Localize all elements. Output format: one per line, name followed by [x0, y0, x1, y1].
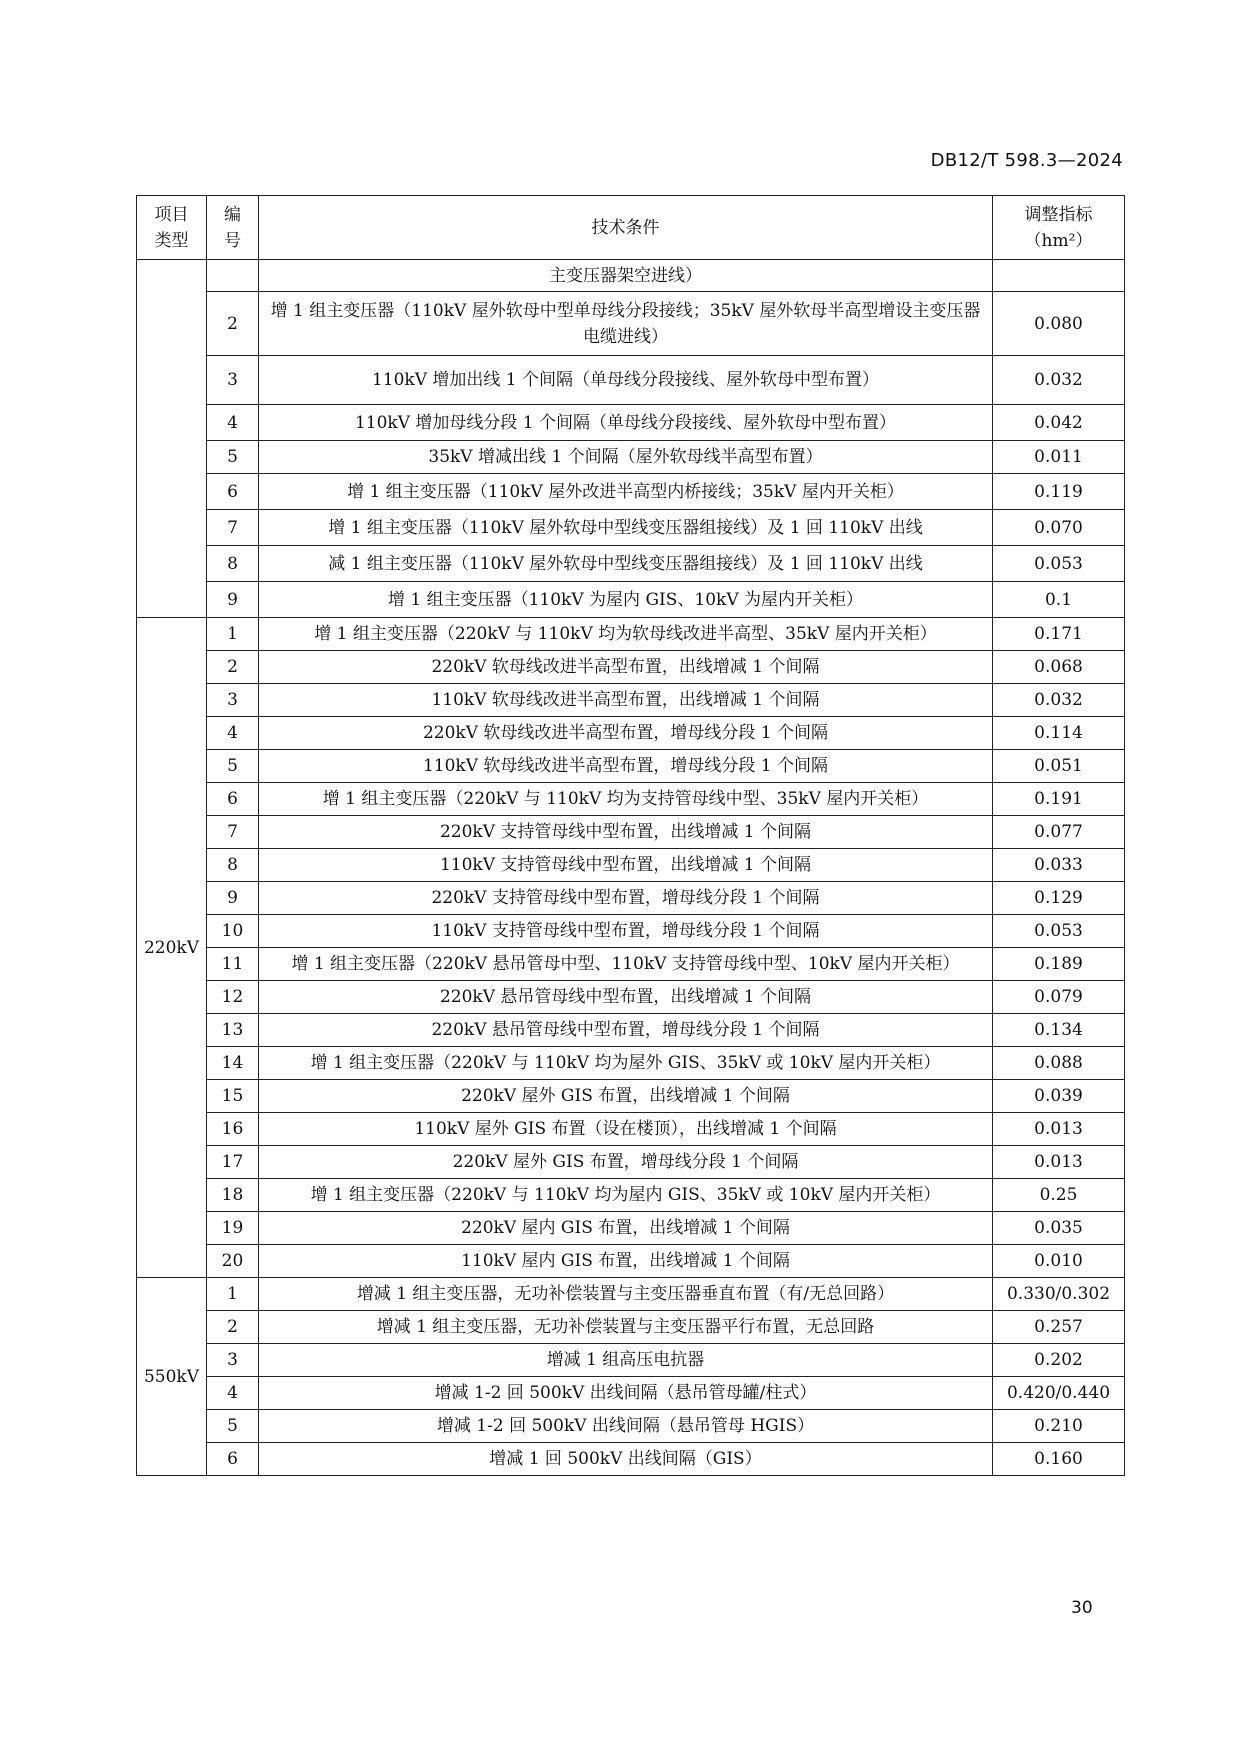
table-row: [137, 1245, 1125, 1278]
project-type-cell: [137, 260, 207, 618]
table-row: [137, 1278, 1125, 1311]
row-number-cell: 2: [207, 1311, 259, 1344]
row-number-cell: 16: [207, 1113, 259, 1146]
technical-condition-cell: 增 1 组主变压器（110kV 为屋内 GIS、10kV 为屋内开关柜）: [259, 582, 993, 618]
adjustment-index-cell: [993, 260, 1125, 292]
adjustment-index-cell: 0.114: [993, 717, 1125, 750]
technical-condition-cell: 110kV 支持管母线中型布置，出线增减 1 个间隔: [259, 849, 993, 882]
technical-condition-cell: 220kV 悬吊管母线中型布置，出线增减 1 个间隔: [259, 981, 993, 1014]
adjustment-index-cell: 0.191: [993, 783, 1125, 816]
header-type-line2: 类型: [154, 230, 189, 251]
row-number-cell: 14: [207, 1047, 259, 1080]
row-number-cell: 19: [207, 1212, 259, 1245]
row-number-cell: 5: [207, 441, 259, 474]
technical-condition-cell: 110kV 屋内 GIS 布置，出线增减 1 个间隔: [259, 1245, 993, 1278]
table-row: [137, 1047, 1125, 1080]
row-number-cell: 17: [207, 1146, 259, 1179]
table-row: [137, 1179, 1125, 1212]
adjustment-index-cell: 0.070: [993, 510, 1125, 546]
adjustment-index-cell: 0.119: [993, 474, 1125, 510]
table-row: [137, 882, 1125, 915]
row-number-cell: 8: [207, 546, 259, 582]
row-number-cell: 1: [207, 1278, 259, 1311]
technical-condition-cell: 35kV 增减出线 1 个间隔（屋外软母线半高型布置）: [259, 441, 993, 474]
row-number-cell: 8: [207, 849, 259, 882]
technical-condition-cell: 110kV 软母线改进半高型布置，出线增减 1 个间隔: [259, 684, 993, 717]
table-row: [137, 651, 1125, 684]
adjustment-index-cell: 0.011: [993, 441, 1125, 474]
table-row: [137, 546, 1125, 582]
technical-condition-cell: 增减 1-2 回 500kV 出线间隔（悬吊管母 HGIS）: [259, 1410, 993, 1443]
row-number-cell: 6: [207, 1443, 259, 1476]
adjustment-index-cell: 0.189: [993, 948, 1125, 981]
technical-condition-cell: 增减 1 组主变压器，无功补偿装置与主变压器垂直布置（有/无总回路）: [259, 1278, 993, 1311]
row-number-cell: 7: [207, 510, 259, 546]
adjustment-index-cell: 0.330/0.302: [993, 1278, 1125, 1311]
table-row: [137, 1146, 1125, 1179]
adjustment-index-cell: 0.134: [993, 1014, 1125, 1047]
header-adjustment-index: [993, 196, 1125, 260]
technical-condition-cell: 增减 1-2 回 500kV 出线间隔（悬吊管母罐/柱式）: [259, 1377, 993, 1410]
adjustment-index-cell: 0.051: [993, 750, 1125, 783]
adjustment-index-cell: 0.1: [993, 582, 1125, 618]
table-row: [137, 1377, 1125, 1410]
header-technical-conditions: 技术条件: [259, 196, 993, 260]
adjustment-index-cell: 0.053: [993, 546, 1125, 582]
adjustment-index-cell: 0.129: [993, 882, 1125, 915]
row-number-cell: 15: [207, 1080, 259, 1113]
technical-condition-cell: 110kV 屋外 GIS 布置（设在楼顶），出线增减 1 个间隔: [259, 1113, 993, 1146]
technical-condition-cell: 增减 1 组高压电抗器: [259, 1344, 993, 1377]
row-number-cell: 20: [207, 1245, 259, 1278]
table-row: [137, 441, 1125, 474]
table-row: [137, 582, 1125, 618]
table-row: [137, 1443, 1125, 1476]
table-header-row: [137, 196, 1125, 260]
technical-condition-cell: 减 1 组主变压器（110kV 屋外软母中型线变压器组接线）及 1 回 110kV 出线: [259, 546, 993, 582]
technical-condition-cell: 220kV 悬吊管母线中型布置，增母线分段 1 个间隔: [259, 1014, 993, 1047]
adjustment-index-cell: 0.032: [993, 684, 1125, 717]
adjustment-index-cell: 0.257: [993, 1311, 1125, 1344]
adjustment-index-cell: 0.042: [993, 405, 1125, 441]
technical-condition-cell: 220kV 屋外 GIS 布置，出线增减 1 个间隔: [259, 1080, 993, 1113]
table-row: [137, 783, 1125, 816]
row-number-cell: 6: [207, 474, 259, 510]
technical-condition-cell: 220kV 支持管母线中型布置，出线增减 1 个间隔: [259, 816, 993, 849]
row-number-cell: 12: [207, 981, 259, 1014]
adjustment-index-cell: 0.039: [993, 1080, 1125, 1113]
adjustment-index-cell: 0.032: [993, 356, 1125, 405]
row-number-cell: 3: [207, 1344, 259, 1377]
technical-condition-cell: 220kV 软母线改进半高型布置，增母线分段 1 个间隔: [259, 717, 993, 750]
table-row: [137, 717, 1125, 750]
header-number: [207, 196, 259, 260]
header-project-type: [137, 196, 207, 260]
table-row: [137, 915, 1125, 948]
page-number: 30: [1071, 1598, 1093, 1618]
adjustment-index-cell: 0.171: [993, 618, 1125, 651]
header-type-line1: 项目: [154, 204, 189, 225]
row-number-cell: 5: [207, 750, 259, 783]
row-number-cell: 10: [207, 915, 259, 948]
project-type-cell: 550kV: [137, 1278, 207, 1476]
technical-condition-cell: 220kV 屋外 GIS 布置，增母线分段 1 个间隔: [259, 1146, 993, 1179]
adjustment-index-cell: 0.080: [993, 292, 1125, 356]
adjustment-index-cell: 0.202: [993, 1344, 1125, 1377]
row-number-cell: 13: [207, 1014, 259, 1047]
project-type-cell: 220kV: [137, 618, 207, 1278]
technical-condition-cell: 增 1 组主变压器（220kV 与 110kV 均为支持管母线中型、35kV 屋内开关柜）: [259, 783, 993, 816]
technical-condition-cell: 110kV 增加出线 1 个间隔（单母线分段接线、屋外软母中型布置）: [259, 356, 993, 405]
row-number-cell: 6: [207, 783, 259, 816]
adjustment-index-cell: 0.013: [993, 1113, 1125, 1146]
technical-condition-cell: 增 1 组主变压器（110kV 屋外软母中型单母线分段接线；35kV 屋外软母半高型增设主变压器电缆进线）: [259, 292, 993, 356]
adjustment-index-cell: 0.053: [993, 915, 1125, 948]
row-number-cell: 3: [207, 684, 259, 717]
table-row: [137, 816, 1125, 849]
table-row: [137, 750, 1125, 783]
row-number-cell: 4: [207, 1377, 259, 1410]
header-val-line1: 调整指标: [1024, 204, 1093, 225]
technical-condition-cell: 110kV 支持管母线中型布置，增母线分段 1 个间隔: [259, 915, 993, 948]
header-val-line2: （hm²）: [1024, 230, 1093, 251]
technical-condition-cell: 增 1 组主变压器（220kV 与 110kV 均为屋外 GIS、35kV 或 10kV 屋内开关柜）: [259, 1047, 993, 1080]
row-number-cell: 4: [207, 405, 259, 441]
table-row: [137, 1344, 1125, 1377]
row-number-cell: 9: [207, 882, 259, 915]
technical-condition-cell: 增减 1 组主变压器，无功补偿装置与主变压器平行布置，无总回路: [259, 1311, 993, 1344]
row-number-cell: 2: [207, 292, 259, 356]
adjustment-index-cell: 0.25: [993, 1179, 1125, 1212]
technical-condition-cell: 主变压器架空进线）: [259, 260, 993, 292]
technical-condition-cell: 220kV 软母线改进半高型布置，出线增减 1 个间隔: [259, 651, 993, 684]
table-row: [137, 849, 1125, 882]
table-row: [137, 405, 1125, 441]
table-row: [137, 356, 1125, 405]
table-row: [137, 1410, 1125, 1443]
table-row: [137, 981, 1125, 1014]
adjustment-index-cell: 0.035: [993, 1212, 1125, 1245]
adjustment-index-cell: 0.420/0.440: [993, 1377, 1125, 1410]
technical-conditions-table: [136, 195, 1125, 1476]
table-row: [137, 292, 1125, 356]
technical-condition-cell: 增 1 组主变压器（220kV 与 110kV 均为屋内 GIS、35kV 或 10kV 屋内开关柜）: [259, 1179, 993, 1212]
table-row: [137, 618, 1125, 651]
row-number-cell: 2: [207, 651, 259, 684]
technical-condition-cell: 110kV 软母线改进半高型布置，增母线分段 1 个间隔: [259, 750, 993, 783]
row-number-cell: 5: [207, 1410, 259, 1443]
table-row: [137, 948, 1125, 981]
adjustment-index-cell: 0.010: [993, 1245, 1125, 1278]
technical-condition-cell: 增 1 组主变压器（220kV 与 110kV 均为软母线改进半高型、35kV 屋内开关柜）: [259, 618, 993, 651]
row-number-cell: 9: [207, 582, 259, 618]
table-row: [137, 684, 1125, 717]
table-row: [137, 474, 1125, 510]
adjustment-index-cell: 0.068: [993, 651, 1125, 684]
row-number-cell: 11: [207, 948, 259, 981]
table-row: [137, 1080, 1125, 1113]
table-row: [137, 1014, 1125, 1047]
technical-condition-cell: 增 1 组主变压器（110kV 屋外软母中型线变压器组接线）及 1 回 110kV 出线: [259, 510, 993, 546]
adjustment-index-cell: 0.160: [993, 1443, 1125, 1476]
header-no-line2: 号: [224, 230, 241, 251]
row-number-cell: 4: [207, 717, 259, 750]
table-row: [137, 1113, 1125, 1146]
row-number-cell: 18: [207, 1179, 259, 1212]
row-number-cell: 3: [207, 356, 259, 405]
table-row: [137, 260, 1125, 292]
technical-condition-cell: 增减 1 回 500kV 出线间隔（GIS）: [259, 1443, 993, 1476]
adjustment-index-cell: 0.033: [993, 849, 1125, 882]
technical-condition-cell: 220kV 屋内 GIS 布置，出线增减 1 个间隔: [259, 1212, 993, 1245]
adjustment-index-cell: 0.079: [993, 981, 1125, 1014]
row-number-cell: 1: [207, 618, 259, 651]
adjustment-index-cell: 0.210: [993, 1410, 1125, 1443]
table-row: [137, 1311, 1125, 1344]
adjustment-index-cell: 0.077: [993, 816, 1125, 849]
technical-condition-cell: 增 1 组主变压器（220kV 悬吊管母中型、110kV 支持管母线中型、10kV 屋内开关柜）: [259, 948, 993, 981]
row-number-cell: 7: [207, 816, 259, 849]
technical-condition-cell: 110kV 增加母线分段 1 个间隔（单母线分段接线、屋外软母中型布置）: [259, 405, 993, 441]
table-row: [137, 510, 1125, 546]
document-code: DB12/T 598.3—2024: [930, 150, 1123, 171]
adjustment-index-cell: 0.088: [993, 1047, 1125, 1080]
adjustment-index-cell: 0.013: [993, 1146, 1125, 1179]
technical-condition-cell: 增 1 组主变压器（110kV 屋外改进半高型内桥接线；35kV 屋内开关柜）: [259, 474, 993, 510]
row-number-cell: [207, 260, 259, 292]
table-row: [137, 1212, 1125, 1245]
header-no-line1: 编: [224, 204, 241, 225]
technical-condition-cell: 220kV 支持管母线中型布置，增母线分段 1 个间隔: [259, 882, 993, 915]
